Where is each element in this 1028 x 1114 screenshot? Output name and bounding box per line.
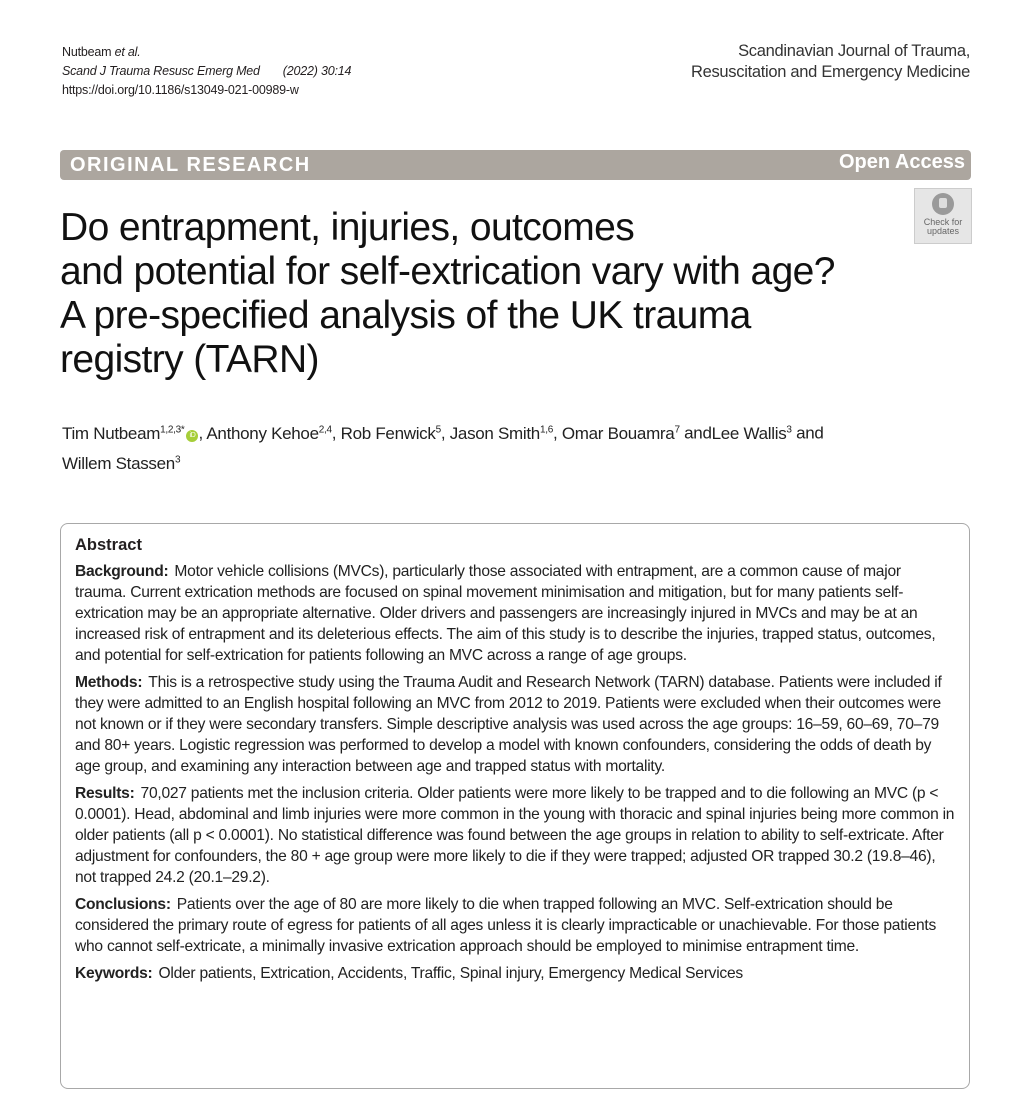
article-type: ORIGINAL RESEARCH <box>70 154 311 176</box>
author[interactable]: Tim Nutbeam$^{1,2,3*}$ <box>62 423 185 443</box>
abstract-methods: Methods: This is a retrospective study using the Trauma Audit and Research Network (TARN) database. Patients were included if they were admitted to an English hospital following an MVC from 2012 to 2019. Patients were excluded when their outcomes were not known or if they were secondary transfers. Simple descriptive analysis was used across the age groups: 16–59, 60–69, 70–79 and 80+ years. Logistic regression was performed to develop a model with known confounders, considering the odds of death by age group, and examining any interaction between age and trapped status with mortality. <box>75 674 942 775</box>
title-line: registry (TARN) <box>60 338 319 381</box>
journal-name-line: Resuscitation and Emergency Medicine <box>690 63 970 81</box>
open-access-label: Open Access <box>839 151 965 173</box>
badge-text: Check for <box>923 217 963 227</box>
abstract-heading: Abstract <box>75 536 142 554</box>
journal-abbrev: Scand J Trauma Resusc Emerg Med <box>62 64 260 78</box>
author[interactable]: Willem Stassen$^3$ <box>62 454 181 474</box>
author[interactable]: Rob Fenwick$^5$ <box>340 423 441 443</box>
abstract-box <box>60 523 970 1089</box>
article-type-band <box>60 150 971 180</box>
journal-name-line: Scandinavian Journal of Trauma, <box>738 42 970 60</box>
badge-text: updates <box>926 226 960 236</box>
year-volume: (2022) 30:14 <box>282 64 352 78</box>
author[interactable]: Jason Smith$^{1,6}$ <box>449 423 553 443</box>
title-line: Do entrapment, injuries, outcomes <box>60 206 635 249</box>
et-al: et al. <box>114 45 141 59</box>
abstract-background: Background: Motor vehicle collisions (MVCs), particularly those associated with entrapment, are a common cause of major trauma. Current extrication methods are focused on spinal movement minimisation and mitigation, but for many patients self-extrication may be an appropriate alternative. Older drivers and passengers are increasingly injured in MVCs and may be at an increased risk of entrapment and its deleterious effects. The aim of this study is to describe the injuries, trapped status, outcomes, and potential for self-extrication for patients following an MVC across a range of age groups. <box>75 563 936 664</box>
journal-name <box>691 41 970 83</box>
author[interactable]: Lee Wallis$^3$ <box>711 423 792 443</box>
title-line: and potential for self-extrication vary with age? <box>60 250 835 293</box>
title-line: A pre-specified analysis of the UK trauma <box>60 294 751 337</box>
first-author: Nutbeam <box>62 45 112 59</box>
abstract-conclusions: Conclusions: Patients over the age of 80 are more likely to die when trapped following an MVC. Self-extrication should be considered the primary route of egress for patients of all ages unless it is clearly impracticable or unachievable. For those patients who cannot self-extricate, a minimally invasive extrication approach should be employed to minimise entrapment time. <box>75 896 936 955</box>
author[interactable]: Anthony Kehoe$^{2,4}$ <box>206 423 332 443</box>
article-title <box>60 206 960 382</box>
abstract-keywords: Keywords: Older patients, Extrication, Accidents, Traffic, Spinal injury, Emergency Medical Services <box>75 965 743 982</box>
abstract-results: Results: 70,027 patients met the inclusion criteria. Older patients were more likely to be trapped and to die following an MVC (p < 0.0001). Head, abdominal and limb injuries were more common in the young with thoracic and spinal injuries being more common in older patients (all p < 0.0001). No statistical difference was found between the age groups in relation to ability to self-extricate. After adjustment for confounders, the 80 + age group were more likely to die if they were trapped; adjusted OR trapped 30.2 (19.8–46), not trapped 24.2 (20.1–29.2). <box>75 785 955 886</box>
doi-link[interactable]: https://doi.org/10.1186/s13049-021-00989-w <box>62 83 299 97</box>
author[interactable]: Omar Bouamra$^7$ <box>561 423 680 443</box>
citation-block <box>62 43 351 100</box>
author-list: Tim Nutbeam$^{1,2,3*}$iD , Anthony Kehoe$^{2,4}$, Rob Fenwick$^5$, Jason Smith$^{1,6}$, Omar Bouamra$^7$ andLee Wallis$^3$ and Willem Stassen$^3$ <box>62 423 824 474</box>
orcid-icon[interactable]: iD <box>186 430 198 442</box>
